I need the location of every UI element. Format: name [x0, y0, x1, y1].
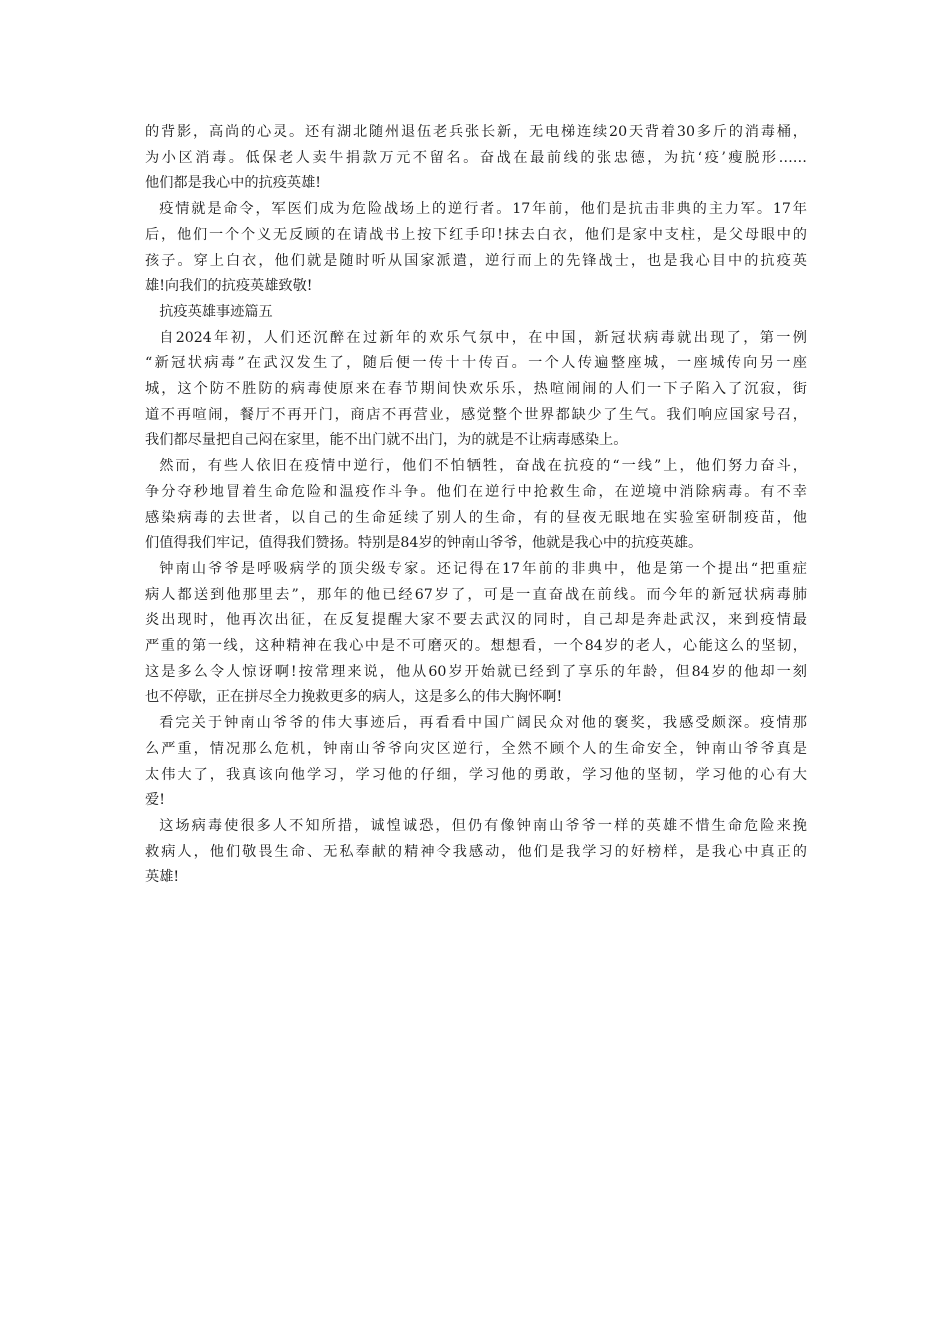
text-line: 自2024年初，人们还沉醉在过新年的欢乐气氛中，在中国，新冠状病毒就出现了，第一例 — [159, 329, 807, 346]
text-line: 这是多么令人惊讶啊!按常理来说，他从60岁开始就已经到了享乐的年龄，但84岁的他却一刻 — [145, 663, 807, 680]
text-line: 感染病毒的去世者，以自己的生命延续了别人的生命，有的昼夜无眠地在实验室研制疫苗，他 — [145, 509, 807, 526]
text-line: 炎出现时，他再次出征，在反复提醒大家不要去武汉的同时，自己却是奔赴武汉，来到疫情最 — [145, 612, 807, 629]
text-line: 这场病毒使很多人不知所措，诚惶诚恐，但仍有像钟南山爷爷一样的英雄不惜生命危险来挽 — [159, 817, 807, 834]
text-line: 然而，有些人依旧在疫情中逆行，他们不怕牺牲，奋战在抗疫的“一线”上，他们努力奋斗， — [159, 458, 807, 475]
text-line: 救病人，他们敬畏生命、无私奉献的精神令我感动，他们是我学习的好榜样，是我心中真正的 — [145, 843, 807, 860]
text-line: 抗疫英雄事迹篇五 — [159, 303, 273, 320]
text-line: “新冠状病毒”在武汉发生了，随后便一传十十传百。一个人传遍整座城，一座城传向另一座 — [145, 355, 807, 372]
text-line: 疫情就是命令，军医们成为危险战场上的逆行者。17年前，他们是抗击非典的主力军。17年 — [159, 201, 807, 218]
text-line: 钟南山爷爷是呼吸病学的顶尖级专家。还记得在17年前的非典中，他是第一个提出“把重症 — [159, 560, 807, 577]
paragraph — [145, 454, 807, 557]
text-line: 争分夺秒地冒着生命危险和温疫作斗争。他们在逆行中抢救生命，在逆境中消除病毒。有不幸 — [145, 483, 807, 500]
text-line: 城，这个防不胜防的病毒使原来在春节期间快欢乐乐，热喧闹闹的人们一下子陷入了沉寂，街 — [145, 381, 807, 398]
text-line: 么严重，情况那么危机，钟南山爷爷向灾区逆行，全然不顾个人的生命安全，钟南山爷爷真是 — [145, 740, 807, 757]
text-line: 的背影，高尚的心灵。还有湖北随州退伍老兵张长新，无电梯连续20天背着30多斤的消毒桶， — [145, 124, 807, 140]
paragraph — [145, 197, 807, 300]
paragraph — [145, 814, 807, 891]
text-line: 爱! — [145, 792, 165, 809]
text-line: 们值得我们牢记，值得我们赞扬。特别是84岁的钟南山爷爷，他就是我心中的抗疫英雄。 — [145, 535, 703, 552]
text-line: 看完关于钟南山爷爷的伟大事迹后，再看看中国广阔民众对他的褒奖，我感受颇深。疫情那 — [159, 715, 807, 732]
text-line: 太伟大了，我真该向他学习，学习他的仔细，学习他的勇敢，学习他的坚韧，学习他的心有大 — [145, 766, 807, 783]
text-line: 孩子。穿上白衣，他们就是随时听从国家派遣，逆行而上的先锋战士，也是我心目中的抗疫英 — [145, 252, 807, 269]
paragraph — [145, 326, 807, 455]
text-line: 也不停歇，正在拼尽全力挽救更多的病人，这是多么的伟大胸怀啊! — [145, 689, 563, 706]
paragraph — [145, 557, 807, 711]
text-line: 为小区消毒。低保老人卖牛捐款万元不留名。奋战在最前线的张忠德，为抗‘疫’瘦脱形…… — [145, 149, 807, 166]
text-line: 道不再喧闹，餐厅不再开门，商店不再营业，感觉整个世界都缺少了生气。我们响应国家号召， — [145, 406, 807, 423]
text-line: 严重的第一线，这种精神在我心中是不可磨灭的。想想看，一个84岁的老人，心能这么的坚韧， — [145, 638, 807, 655]
text-line: 英雄! — [145, 869, 180, 886]
paragraph — [145, 120, 807, 197]
text-line: 我们都尽量把自己闷在家里，能不出门就不出门，为的就是不让病毒感染上。 — [145, 432, 628, 449]
text-line: 后，他们一个个义无反顾的在请战书上按下红手印!抹去白衣，他们是家中支柱，是父母眼中的 — [145, 226, 807, 243]
text-line: 他们都是我心中的抗疫英雄! — [145, 175, 321, 192]
document-body — [145, 120, 807, 891]
paragraph — [145, 711, 807, 814]
text-line: 雄!向我们的抗疫英雄致敬! — [145, 278, 313, 295]
text-line: 病人都送到他那里去”，那年的他已经67岁了，可是一直奋战在前线。而今年的新冠状病毒肺 — [145, 586, 807, 603]
section-heading — [145, 300, 807, 326]
